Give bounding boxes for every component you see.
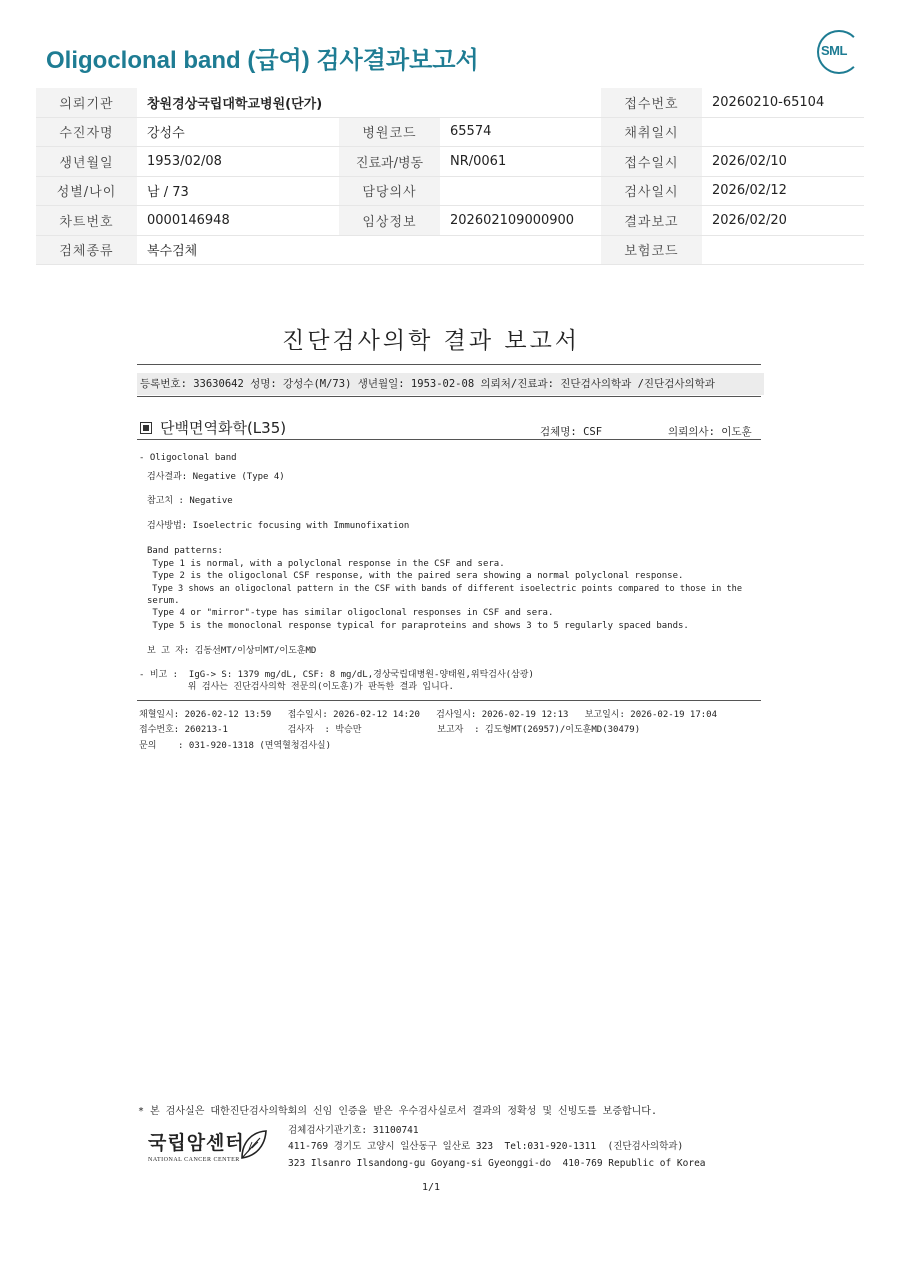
- accreditation-note: * 본 검사실은 대한진단검사의학회의 신임 인증을 받은 우수검사실로서 결과의 정확성 및 신빙도를 보증합니다.: [138, 1106, 657, 1117]
- reporters: 보 고 자: 김동선MT/이상미MT/이도훈MD: [147, 646, 317, 656]
- center-name-english: NATIONAL CANCER CENTER: [148, 1157, 240, 1163]
- divider: [137, 439, 761, 440]
- band-pattern-line: Type 3 shows an oligoclonal pattern in the CSF with bands of different isoelectric points compared to those in the: [147, 584, 742, 594]
- label-report-date: 결과보고: [601, 206, 702, 236]
- label-test-date: 검사일시: [601, 176, 702, 206]
- value-patient-name: 강성수: [137, 117, 339, 147]
- label-clinical-info: 임상정보: [339, 206, 440, 236]
- specimen-name: 검체명: CSF: [540, 426, 603, 438]
- label-requesting-institution: 의뢰기관: [36, 88, 137, 117]
- value-receipt-number: 20260210-65104: [702, 88, 864, 117]
- band-pattern-line: Type 5 is the monoclonal response typical for paraproteins and shows 3 to 5 regularly spaced bands.: [147, 621, 689, 631]
- registration-bar: 등록번호: 33630642 성명: 강성수(M/73) 생년월일: 1953-02-08 의뢰처/진료과: 진단검사의학과 /진단검사의학과: [137, 373, 764, 395]
- requesting-physician: 의뢰의사: 이도훈: [668, 426, 752, 438]
- test-method: 검사방법: Isoelectric focusing with Immunofixation: [147, 521, 410, 531]
- receipt-line: 접수번호: 260213-1 검사자 : 박승만 보고자 : 김도형MT(26957)/이도훈MD(30479): [139, 725, 641, 735]
- dates-line: 채혈일시: 2026-02-12 13:59 접수일시: 2026-02-12 14:20 검사일시: 2026-02-19 12:13 보고일시: 2026-02-19 17:04: [139, 710, 717, 720]
- logo-text: SML: [821, 43, 847, 58]
- value-clinical-info: 202602109000900: [440, 206, 601, 236]
- patient-info-table: [36, 88, 864, 265]
- label-receipt-date: 접수일시: [601, 147, 702, 177]
- value-test-date: 2026/02/12: [702, 176, 864, 206]
- address-korean: 411-769 경기도 고양시 일산동구 일산로 323 Tel:031-920-1311 (진단검사의학과): [288, 1141, 684, 1152]
- label-department: 진료과/병동: [339, 147, 440, 177]
- value-sex-age: 남 / 73: [137, 176, 339, 206]
- label-attending-physician: 담당의사: [339, 176, 440, 206]
- band-pattern-line: serum.: [147, 596, 180, 606]
- value-birth-date: 1953/02/08: [137, 147, 339, 177]
- value-report-date: 2026/02/20: [702, 206, 864, 236]
- remark-line: - 비고 : IgG-> S: 1379 mg/dL, CSF: 8 mg/dL,경상국립대병원-양태원,위탁검사(삼광): [139, 670, 534, 680]
- remark-line: 위 검사는 진단검사의학 전문의(이도훈)가 판독한 결과 입니다.: [139, 682, 454, 692]
- report-header-title: Oligoclonal band (급여) 검사결과보고서: [46, 47, 479, 74]
- info-row: [36, 206, 864, 236]
- info-row: [36, 88, 864, 117]
- value-attending-physician: [440, 176, 601, 206]
- value-insurance-code: [702, 235, 864, 265]
- divider: [137, 364, 761, 365]
- section-heading: [140, 417, 286, 438]
- value-department: NR/0061: [440, 147, 601, 177]
- band-pattern-line: Type 2 is the oligoclonal CSF response, with the paired sera showing a normal polyclonal response.: [147, 571, 684, 581]
- value-receipt-date: 2026/02/10: [702, 147, 864, 177]
- sml-logo: [817, 30, 861, 74]
- band-patterns-title: Band patterns:: [147, 546, 223, 556]
- label-specimen-type: 검체종류: [36, 235, 137, 265]
- center-name-korean: 국립암센터: [148, 1132, 245, 1154]
- info-row: [36, 235, 864, 265]
- checkbox-square-icon: [140, 422, 152, 434]
- organization-code: 검체검사기관기호: 31100741: [288, 1125, 419, 1136]
- value-hospital-code: 65574: [440, 117, 601, 147]
- info-row: [36, 117, 864, 147]
- label-birth-date: 생년월일: [36, 147, 137, 177]
- report-document-title: 진단검사의학 결과 보고서: [281, 328, 581, 354]
- label-collection-date: 채취일시: [601, 117, 702, 147]
- divider: [137, 396, 761, 397]
- label-chart-number: 차트번호: [36, 206, 137, 236]
- address-english: 323 Ilsanro Ilsandong-gu Goyang-si Gyeonggi-do 410-769 Republic of Korea: [288, 1158, 706, 1169]
- value-specimen-type: 복수검체: [137, 235, 601, 265]
- divider: [137, 700, 761, 701]
- label-sex-age: 성별/나이: [36, 176, 137, 206]
- section-title: 단백면역화학(L35): [160, 419, 287, 437]
- band-pattern-line: Type 1 is normal, with a polyclonal response in the CSF and sera.: [147, 559, 505, 569]
- value-requesting-institution: 창원경상국립대학교병원(단가): [137, 88, 601, 117]
- test-result: 검사결과: Negative (Type 4): [147, 472, 285, 482]
- label-hospital-code: 병원코드: [339, 117, 440, 147]
- label-patient-name: 수진자명: [36, 117, 137, 147]
- band-pattern-line: Type 4 or "mirror"-type has similar oligoclonal responses in CSF and sera.: [147, 608, 554, 618]
- value-chart-number: 0000146948: [137, 206, 339, 236]
- info-row: [36, 147, 864, 177]
- national-cancer-center-logo: [148, 1128, 245, 1163]
- reference-value: 참고치 : Negative: [147, 496, 233, 506]
- leaf-icon: [238, 1128, 268, 1162]
- value-collection-date: [702, 117, 864, 147]
- label-receipt-number: 접수번호: [601, 88, 702, 117]
- contact-line: 문의 : 031-920-1318 (면역혈청검사실): [139, 741, 332, 751]
- test-name: - Oligoclonal band: [139, 453, 237, 463]
- label-insurance-code: 보험코드: [601, 235, 702, 265]
- page-number: 1/1: [421, 1182, 441, 1193]
- info-row: [36, 176, 864, 206]
